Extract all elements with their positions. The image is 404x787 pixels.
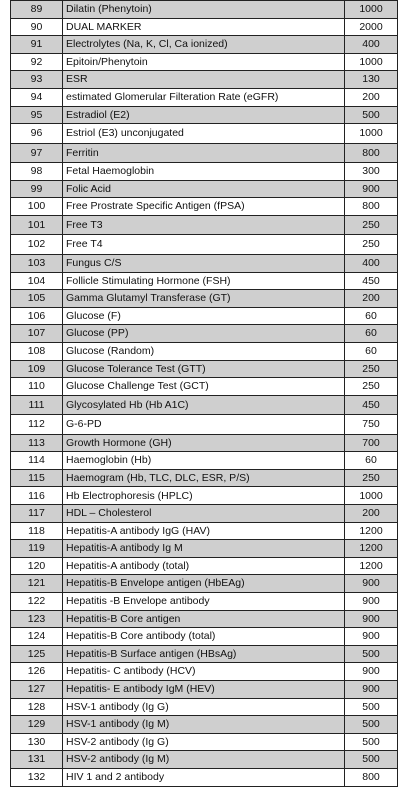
price-cell: 500 [345,733,398,751]
price-cell: 800 [345,198,398,216]
price-cell: 250 [345,215,398,235]
test-name-cell: Haemoglobin (Hb) [63,452,345,470]
table-row [11,1,398,19]
table-row [11,575,398,593]
table-row [11,215,398,235]
price-cell: 130 [345,71,398,89]
price-cell: 500 [345,716,398,734]
serial-number-cell: 112 [11,415,63,435]
price-cell: 60 [345,307,398,325]
serial-number-cell: 104 [11,272,63,290]
table-row [11,681,398,699]
test-name-cell: Free T4 [63,235,345,255]
test-name-cell: Free Prostrate Specific Antigen (fPSA) [63,198,345,216]
test-name-cell: Hepatitis-B Core antigen [63,610,345,628]
serial-number-cell: 128 [11,698,63,716]
test-name-cell: Glucose Tolerance Test (GTT) [63,360,345,378]
serial-number-cell: 123 [11,610,63,628]
table-row [11,360,398,378]
price-cell: 1000 [345,53,398,71]
table-body [11,1,398,787]
price-cell: 900 [345,681,398,699]
serial-number-cell: 132 [11,768,63,786]
price-cell: 900 [345,180,398,198]
serial-number-cell: 125 [11,645,63,663]
serial-number-cell: 105 [11,290,63,308]
test-name-cell: Hepatitis- E antibody IgM (HEV) [63,681,345,699]
test-name-cell: HIV 1 and 2 antibody [63,768,345,786]
serial-number-cell: 94 [11,88,63,106]
test-name-cell: estimated Glomerular Filteration Rate (eGFR) [63,88,345,106]
price-cell: 250 [345,469,398,487]
price-cell: 500 [345,698,398,716]
test-name-cell: Gamma Glutamyl Transferase (GT) [63,290,345,308]
serial-number-cell: 91 [11,36,63,54]
test-price-table [10,0,398,787]
serial-number-cell: 119 [11,540,63,558]
serial-number-cell: 95 [11,106,63,124]
test-name-cell: HSV-2 antibody (Ig M) [63,751,345,769]
test-name-cell: Hepatitis-B Surface antigen (HBsAg) [63,645,345,663]
test-name-cell: Epitoin/Phenytoin [63,53,345,71]
table-row [11,645,398,663]
price-cell: 900 [345,593,398,611]
test-name-cell: Haemogram (Hb, TLC, DLC, ESR, P/S) [63,469,345,487]
serial-number-cell: 129 [11,716,63,734]
price-cell: 450 [345,395,398,415]
price-cell: 1000 [345,487,398,505]
test-name-cell: Glucose (F) [63,307,345,325]
test-name-cell: Glucose Challenge Test (GCT) [63,378,345,396]
test-name-cell: Hepatitis-B Core antibody (total) [63,628,345,646]
table-row [11,452,398,470]
table-row [11,505,398,523]
price-cell: 60 [345,325,398,343]
table-row [11,254,398,272]
test-name-cell: Free T3 [63,215,345,235]
serial-number-cell: 107 [11,325,63,343]
table-row [11,733,398,751]
test-name-cell: Follicle Stimulating Hormone (FSH) [63,272,345,290]
table-row [11,272,398,290]
table-row [11,628,398,646]
test-name-cell: Hepatitis -B Envelope antibody [63,593,345,611]
serial-number-cell: 117 [11,505,63,523]
test-name-cell: Electrolytes (Na, K, Cl, Ca ionized) [63,36,345,54]
test-name-cell: Dilatin (Phenytoin) [63,1,345,19]
table-row [11,434,398,452]
table-row [11,768,398,786]
test-name-cell: G-6-PD [63,415,345,435]
test-name-cell: Hepatitis-A antibody Ig M [63,540,345,558]
table-row [11,143,398,163]
price-cell: 300 [345,163,398,181]
test-name-cell: Hepatitis- C antibody (HCV) [63,663,345,681]
test-name-cell: HSV-1 antibody (Ig M) [63,716,345,734]
table-row [11,557,398,575]
test-name-cell: HDL – Cholesterol [63,505,345,523]
table-row [11,71,398,89]
price-cell: 1200 [345,522,398,540]
price-cell: 400 [345,254,398,272]
price-cell: 750 [345,415,398,435]
table-row [11,53,398,71]
table-row [11,487,398,505]
serial-number-cell: 97 [11,143,63,163]
table-row [11,415,398,435]
price-cell: 200 [345,88,398,106]
table-row [11,342,398,360]
price-cell: 900 [345,663,398,681]
serial-number-cell: 103 [11,254,63,272]
price-cell: 1000 [345,1,398,19]
price-cell: 200 [345,290,398,308]
table-row [11,751,398,769]
serial-number-cell: 113 [11,434,63,452]
price-cell: 500 [345,645,398,663]
price-cell: 250 [345,235,398,255]
serial-number-cell: 121 [11,575,63,593]
serial-number-cell: 114 [11,452,63,470]
table-row [11,290,398,308]
table-row [11,18,398,36]
serial-number-cell: 116 [11,487,63,505]
serial-number-cell: 127 [11,681,63,699]
test-name-cell: HSV-2 antibody (Ig G) [63,733,345,751]
price-cell: 900 [345,610,398,628]
test-name-cell: Growth Hormone (GH) [63,434,345,452]
price-cell: 800 [345,143,398,163]
price-cell: 1000 [345,124,398,144]
serial-number-cell: 101 [11,215,63,235]
serial-number-cell: 124 [11,628,63,646]
test-name-cell: Estradiol (E2) [63,106,345,124]
serial-number-cell: 89 [11,1,63,19]
test-name-cell: Hb Electrophoresis (HPLC) [63,487,345,505]
serial-number-cell: 106 [11,307,63,325]
price-cell: 1200 [345,540,398,558]
test-name-cell: Ferritin [63,143,345,163]
price-cell: 900 [345,575,398,593]
table-row [11,522,398,540]
serial-number-cell: 93 [11,71,63,89]
serial-number-cell: 118 [11,522,63,540]
serial-number-cell: 122 [11,593,63,611]
price-cell: 800 [345,768,398,786]
serial-number-cell: 108 [11,342,63,360]
table-row [11,307,398,325]
serial-number-cell: 115 [11,469,63,487]
table-row [11,540,398,558]
table-row [11,698,398,716]
serial-number-cell: 120 [11,557,63,575]
price-cell: 400 [345,36,398,54]
test-name-cell: Glucose (Random) [63,342,345,360]
serial-number-cell: 100 [11,198,63,216]
table-row [11,378,398,396]
price-cell: 450 [345,272,398,290]
test-name-cell: HSV-1 antibody (Ig G) [63,698,345,716]
test-name-cell: Hepatitis-A antibody IgG (HAV) [63,522,345,540]
test-name-cell: Hepatitis-B Envelope antigen (HbEAg) [63,575,345,593]
test-name-cell: Fungus C/S [63,254,345,272]
serial-number-cell: 126 [11,663,63,681]
price-cell: 250 [345,378,398,396]
table-row [11,180,398,198]
serial-number-cell: 90 [11,18,63,36]
test-name-cell: Estriol (E3) unconjugated [63,124,345,144]
price-cell: 250 [345,360,398,378]
table-row [11,325,398,343]
price-cell: 1200 [345,557,398,575]
table-row [11,469,398,487]
price-cell: 60 [345,342,398,360]
test-name-cell: DUAL MARKER [63,18,345,36]
price-cell: 500 [345,106,398,124]
serial-number-cell: 109 [11,360,63,378]
table-row [11,610,398,628]
table-row [11,716,398,734]
test-name-cell: ESR [63,71,345,89]
serial-number-cell: 131 [11,751,63,769]
test-name-cell: Folic Acid [63,180,345,198]
price-cell: 700 [345,434,398,452]
serial-number-cell: 102 [11,235,63,255]
price-cell: 900 [345,628,398,646]
table-row [11,593,398,611]
serial-number-cell: 92 [11,53,63,71]
table-row [11,663,398,681]
test-name-cell: Fetal Haemoglobin [63,163,345,181]
serial-number-cell: 111 [11,395,63,415]
test-name-cell: Glycosylated Hb (Hb A1C) [63,395,345,415]
serial-number-cell: 99 [11,180,63,198]
price-cell: 2000 [345,18,398,36]
table-row [11,395,398,415]
serial-number-cell: 130 [11,733,63,751]
serial-number-cell: 110 [11,378,63,396]
table-row [11,88,398,106]
price-cell: 200 [345,505,398,523]
serial-number-cell: 98 [11,163,63,181]
table-row [11,198,398,216]
table-row [11,124,398,144]
table-row [11,235,398,255]
table-row [11,36,398,54]
test-name-cell: Glucose (PP) [63,325,345,343]
table-row [11,163,398,181]
price-cell: 500 [345,751,398,769]
test-name-cell: Hepatitis-A antibody (total) [63,557,345,575]
serial-number-cell: 96 [11,124,63,144]
table-row [11,106,398,124]
price-cell: 60 [345,452,398,470]
